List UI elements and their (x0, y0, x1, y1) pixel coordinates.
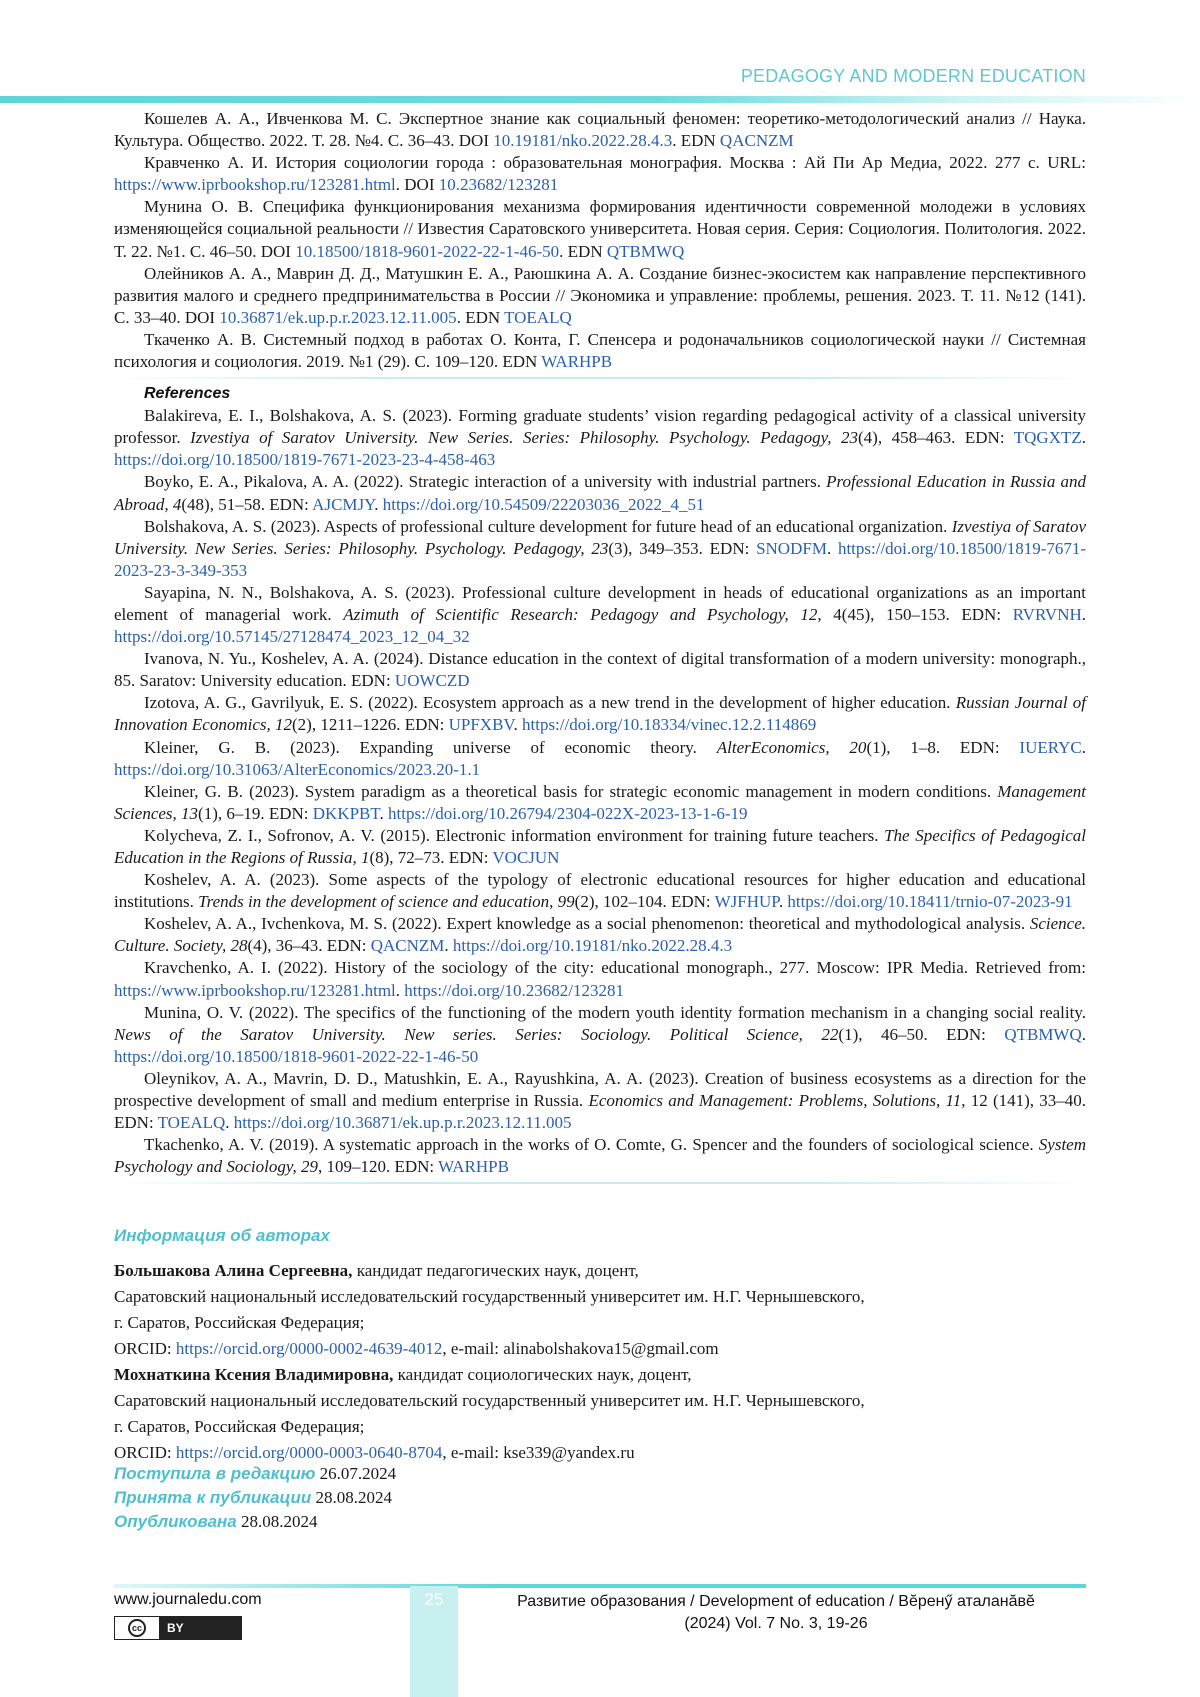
journal-section-title: PEDAGOGY AND MODERN EDUCATION (740, 66, 1086, 86)
reference-details: (3), 349–353. EDN: (608, 538, 757, 558)
reference-item (114, 825, 1086, 869)
author-organization: Саратовский национальный исследовательский государственный университет им. Н.Г. Чернышевского, (114, 1391, 865, 1410)
reference-source: Management Sciences, 13 (114, 781, 1086, 823)
reference-item (114, 648, 1086, 692)
author-name: Большакова Алина Сергеевна, (114, 1261, 353, 1280)
references-heading: References (144, 385, 231, 403)
doi-link[interactable]: https://doi.org/10.18411/trnio-07-2023-91 (787, 892, 1073, 912)
edn-link[interactable]: SNODFM (756, 538, 827, 558)
doi-link[interactable]: https://doi.org/10.57145/27128474_2023_12_04_32 (114, 627, 470, 647)
cc-by-license-badge[interactable] (114, 1616, 242, 1640)
edn-link[interactable]: DKKPBT (312, 803, 380, 823)
author-organization: Саратовский национальный исследовательский государственный университет им. Н.Г. Чернышевского, (114, 1287, 865, 1306)
reference-source: News of the Saratov University. New series. Series: Sociology. Political Science, 22 (114, 1024, 839, 1044)
doi-link[interactable]: https://doi.org/10.31063/AlterEconomics/2023.20-1.1 (114, 759, 481, 779)
reference-item: Kleiner, G. B. (2023). System paradigm as a theoretical basis for strategic economic management in modern conditions. Management Sciences, 13(1), 6–19. EDN: DKKPBT. https://doi.org/10.26794/2304-022X-2023-13-1-6-19 (114, 781, 1086, 823)
footer-divider (114, 1584, 1086, 1588)
reference-item: Izotova, A. G., Gavrilyuk, E. S. (2022). Ecosystem approach as a new trend in the development of higher education. Russian Journal of Innovation Economics, 12(2), 1211–1226. EDN: UPFXBV. https://doi.org/10.18334/vinec.12.2.114869 (114, 693, 1087, 735)
section-divider (114, 1182, 1086, 1184)
reference-details: (1), 46–50. EDN: (838, 1024, 1005, 1044)
reference-source: Izvestiya of Saratov University. New Series. Series: Philosophy. Psychology. Pedagogy, 23 (190, 428, 859, 448)
reference-details: (2), 102–104. EDN: (574, 892, 715, 912)
reference-authors-title: Oleynikov, A. A., Mavrin, D. D., Matushkin, E. A., Rayushkina, A. A. (2023). Creation of business ecosystems as a direction for the prospective development of small and medium enterprise in Russia. (114, 1068, 1086, 1111)
journal-volume: (2024) Vol. 7 No. 3, 19-26 (684, 1615, 868, 1632)
reference-details: (1), 1–8. EDN: (866, 737, 1020, 757)
english-references-list (114, 405, 1086, 1178)
author-contacts: ORCID: https://orcid.org/0000-0003-0640-8704, e-mail: kse339@yandex.ru (114, 1443, 635, 1462)
doi-link[interactable]: https://doi.org/10.54509/22203036_2022_4_51 (382, 494, 705, 514)
accepted-date: Принята к публикации 28.08.2024 (114, 1488, 392, 1507)
reference-authors-title: Munina, O. V. (2022). The specifics of the functioning of the modern youth identity formation mechanism in a changing social reality. (144, 1002, 1086, 1022)
doi-link[interactable]: https://doi.org/10.26794/2304-022X-2023-13-1-6-19 (388, 803, 748, 823)
author-name-line: Большакова Алина Сергеевна, кандидат педагогических наук, доцент, (114, 1261, 639, 1280)
reference-source: AlterEconomics, 20 (716, 737, 867, 757)
journal-citation (470, 1591, 1082, 1635)
author-city: г. Саратов, Российская Федерация; (114, 1313, 365, 1332)
reference-item: Kleiner, G. B. (2023). Expanding universe of economic theory. AlterEconomics, 20(1), 1–8. EDN: IUERYC. https://doi.org/10.31063/AlterEconomics/2023.20-1.1 (114, 737, 1087, 779)
header-divider (0, 96, 1200, 103)
reference-authors-title: Izotova, A. G., Gavrilyuk, E. S. (2022). Ecosystem approach as a new trend in the development of higher education. (144, 693, 956, 713)
publication-dates (114, 1462, 396, 1534)
reference-details: (48), 51–58. EDN: (181, 494, 313, 514)
reference-authors-title: Kolycheva, Z. I., Sofronov, A. V. (2015). Electronic information environment for training future teachers. (144, 825, 885, 845)
reference-item: Koshelev, A. A., Ivchenkova, M. S. (2022). Expert knowledge as a social phenomenon: theoretical and mythodological analysis. Science. Culture. Society, 28(4), 36–43. EDN: QACNZM. https://doi.org/10.19181/nko.2022.28.4.3 (114, 914, 1086, 956)
edn-link[interactable]: TOEALQ (504, 307, 572, 327)
reference-details: , 4(45), 150–153. EDN: (817, 604, 1013, 624)
ru-reference-item: Олейников А. А., Маврин Д. Д., Матушкин Е. А., Раюшкина А. А. Создание бизнес-экосистем как направление перспективного развития малого и среднего предпринимательства в России // Экономика и управление: проблемы, решения. 2023. Т. 11. №12 (141). С. 33–40. DOI 10.36871/ek.up.p.r.2023.12.11.005. EDN TOEALQ (114, 263, 1086, 327)
reference-item: Sayapina, N. N., Bolshakova, A. S. (2023). Professional culture development in heads of educational organizations as an important element of managerial work. Azimuth of Scientific Research: Pedagogy and Psychology, 12, 4(45), 150–153. EDN: RVRVNH. https://doi.org/10.57145/27128474_2023_12_04_32 (114, 582, 1087, 647)
reference-authors-title: Koshelev, A. A., Ivchenkova, M. S. (2022). Expert knowledge as a social phenomenon: theoretical and mythodological analysis. (144, 914, 1030, 934)
ru-reference-item: Мунина О. В. Специфика функционирования механизма формирования идентичности современной молодежи в условиях изменяющейся социальной реальности // Известия Саратовского университета. Новая серия. Серия: Социология. Политология. 2022. Т. 22. №1. С. 46–50. DOI 10.18500/1818-9601-2022-22-1-46-50. EDN QTBMWQ (114, 197, 1086, 261)
edn-link[interactable]: VOCJUN (492, 848, 560, 867)
section-divider (114, 377, 1086, 379)
reference-details: , 12 (141), 33–40. EDN: (114, 1091, 1087, 1133)
authors-heading: Информация об авторах (114, 1226, 330, 1245)
reference-item: Oleynikov, A. A., Mavrin, D. D., Matushkin, E. A., Rayushkina, A. A. (2023). Creation of business ecosystems as a direction for the prospective development of small and medium enterprise in Russia. Economics and Management: Problems, Solutions, 11, 12 (141), 33–40. EDN: TOEALQ. https://doi.org/10.36871/ek.up.p.r.2023.12.11.005 (114, 1068, 1087, 1133)
doi-link[interactable]: https://doi.org/10.18500/1818-9601-2022-22-1-46-50 (114, 1046, 479, 1066)
edn-link[interactable]: IUERYC (1019, 737, 1082, 757)
reference-authors-title: Kleiner, G. B. (2023). Expanding universe of economic theory. (144, 737, 717, 757)
reference-details: (4), 36–43. EDN: (247, 936, 371, 956)
journal-name: Развитие образования / Development of education / Вĕренӳ аталанăвĕ (517, 1593, 1035, 1610)
reference-details: (2), 1211–1226. EDN: (292, 715, 449, 735)
author-name-line: Мохнаткина Ксения Владимировна, кандидат социологических наук, доцент, (114, 1365, 692, 1384)
reference-source: Economics and Management: Problems, Solutions, 11 (588, 1091, 962, 1111)
reference-source: System Psychology and Sociology, 29 (114, 1135, 1086, 1177)
received-date: Поступила в редакцию 26.07.2024 (114, 1464, 397, 1483)
doi-link[interactable]: 10.36871/ek.up.p.r.2023.12.11.005 (219, 307, 457, 327)
edn-link[interactable]: UOWCZD (394, 671, 470, 691)
license-label: BY (159, 1617, 241, 1639)
doi-link[interactable]: https://doi.org/10.18500/1819-7671-2023-23-4-458-463 (114, 450, 496, 470)
edn-link[interactable]: TQGXTZ (1013, 428, 1082, 448)
doi-link[interactable]: 10.23682/123281 (438, 175, 559, 195)
reference-source: Professional Education in Russia and Abroad, 4 (114, 472, 1086, 514)
ru-reference-item: Кравченко А. И. История социологии города : образовательная монография. Москва : Ай Пи Ар Медиа, 2022. 277 с. URL: https://www.iprbookshop.ru/123281.html. DOI 10.23682/123281 (114, 153, 1086, 195)
reference-authors-title: Boyko, E. A., Pikalova, A. A. (2022). Strategic interaction of a university with industrial partners. (144, 472, 827, 492)
reference-source: Trends in the development of science and education, 99 (198, 892, 575, 912)
edn-link[interactable]: QTBMWQ (606, 241, 685, 261)
orcid-link[interactable]: https://orcid.org/0000-0003-0640-8704 (175, 1443, 443, 1462)
doi-link[interactable]: https://doi.org/10.18334/vinec.12.2.114869 (522, 715, 817, 735)
published-date: Опубликована 28.08.2024 (114, 1512, 318, 1531)
edn-link[interactable]: QTBMWQ (1004, 1024, 1082, 1044)
references-content (114, 108, 1086, 1190)
doi-link[interactable]: https://doi.org/10.19181/nko.2022.28.4.3 (452, 936, 733, 956)
reference-authors-title: Balakireva, E. I., Bolshakova, A. S. (2023). Forming graduate students’ vision regarding pedagogical activity of a classical university professor. (114, 406, 1086, 448)
doi-link[interactable]: https://doi.org/10.18500/1819-7671-2023-23-3-349-353 (114, 538, 1087, 580)
doi-link[interactable]: 10.18500/1818-9601-2022-22-1-46-50 (295, 241, 560, 261)
edn-link[interactable]: AJCMJY (312, 494, 375, 514)
ru-reference-item: Ткаченко А. В. Системный подход в работах О. Конта, Г. Спенсера и родоначальников социологической науки // Системная психология и социология. 2019. №1 (29). С. 109–120. EDN WARHPB (114, 329, 1086, 372)
edn-link[interactable]: WARHPB (541, 352, 613, 372)
reference-item: Kravchenko, A. I. (2022). History of the sociology of the city: educational monograph., 277. Moscow: IPR Media. Retrieved from: https://www.iprbookshop.ru/123281.html. https://doi.org/10.23682/123281 (114, 958, 1086, 1000)
url-link[interactable]: https://www.iprbookshop.ru/123281.html (114, 175, 396, 195)
reference-item: Munina, O. V. (2022). The specifics of the functioning of the modern youth identity formation mechanism in a changing social reality. News of the Saratov University. New series. Series: Sociology. Political Science, 22(1), 46–50. EDN: QTBMWQ. https://doi.org/10.18500/1818-9601-2022-22-1-46-50 (114, 1002, 1087, 1066)
edn-link[interactable]: QACNZM (370, 936, 445, 956)
reference-item: Boyko, E. A., Pikalova, A. A. (2022). Strategic interaction of a university with industrial partners. Professional Education in Russia and Abroad, 4(48), 51–58. EDN: AJCMJY. https://doi.org/10.54509/22203036_2022_4_51 (114, 472, 1086, 514)
reference-authors-title: Bolshakova, A. S. (2023). Aspects of professional culture development for future head of an educational organization. (144, 516, 952, 536)
reference-item: Koshelev, A. A. (2023). Some aspects of the typology of electronic educational resources for higher education and educational institutions. Trends in the development of science and education, 99(2), 102–104. EDN: WJFHUP. https://doi.org/10.18411/trnio-07-2023-91 (114, 870, 1086, 912)
edn-link[interactable]: UPFXBV (448, 715, 514, 735)
doi-link[interactable]: https://www.iprbookshop.ru/123281.html (114, 980, 396, 1000)
author-name: Мохнаткина Ксения Владимировна, (114, 1365, 394, 1384)
reference-details: (8), 72–73. EDN: (369, 848, 493, 867)
doi-link[interactable]: https://doi.org/10.23682/123281 (404, 980, 625, 1000)
journal-website-link[interactable]: www.journaledu.com (114, 1591, 262, 1608)
page-number: 25 (424, 1590, 444, 1609)
reference-details: , 109–120. EDN: (317, 1157, 439, 1177)
reference-item: Bolshakova, A. S. (2023). Aspects of professional culture development for future head of an educational organization. Izvestiya of Saratov University. New Series. Series: Philosophy. Psychology. Pedagogy, 23(3), 349–353. EDN: SNODFM. https://doi.org/10.18500/1819-7671-2023-23-3-349-353 (114, 516, 1087, 580)
reference-source: Izvestiya of Saratov University. New Series. Series: Philosophy. Psychology. Pedagogy, 23 (114, 516, 1086, 558)
edn-link[interactable]: WJFHUP (714, 892, 779, 912)
edn-link[interactable]: QACNZM (719, 131, 794, 151)
edn-link[interactable]: RVRVNH (1012, 604, 1082, 624)
orcid-link[interactable]: https://orcid.org/0000-0002-4639-4012 (175, 1339, 443, 1358)
reference-item (114, 1134, 1086, 1178)
reference-authors-title: Koshelev, A. A. (2023). Some aspects of the typology of electronic educational resources for higher education and educational institutions. (114, 870, 1086, 912)
cc-icon: cc (128, 1619, 146, 1637)
reference-authors-title: Kleiner, G. B. (2023). System paradigm as a theoretical basis for strategic economic management in modern conditions. (144, 781, 998, 801)
reference-authors-title: Sayapina, N. N., Bolshakova, A. S. (2023). Professional culture development in heads of educational organizations as an important element of managerial work. (114, 582, 1086, 624)
reference-authors-title: Ivanova, N. Yu., Koshelev, A. A. (2024). Distance education in the context of digital transformation of a modern university: monograph., 85. Saratov: University education. EDN: (114, 649, 1086, 691)
reference-source: Azimuth of Scientific Research: Pedagogy and Psychology, 12 (343, 604, 818, 624)
reference-source: Science. Culture. Society, 28 (114, 914, 1086, 956)
reference-source: The Specifics of Pedagogical Education in the Regions of Russia, 1 (114, 825, 1086, 867)
reference-source: Russian Journal of Innovation Economics, 12 (114, 693, 1087, 735)
reference-details: (4), 458–463. EDN: (858, 428, 1014, 448)
reference-details: (1), 6–19. EDN: (198, 803, 313, 823)
reference-authors-title: Tkachenko, A. V. (2019). A systematic approach in the works of O. Comte, G. Spencer and the founders of sociological science. (144, 1135, 1039, 1155)
author-city: г. Саратов, Российская Федерация; (114, 1417, 365, 1436)
author-info (114, 1258, 1086, 1362)
ru-reference-item: Кошелев А. А., Ивченкова М. С. Экспертное знание как социальный феномен: теоретико-методологический анализ // Наука. Культура. Общество. 2022. Т. 28. №4. С. 36–43. DOI 10.19181/nko.2022.28.4.3. EDN QACNZM (114, 109, 1086, 151)
reference-item: Balakireva, E. I., Bolshakova, A. S. (2023). Forming graduate students’ vision regarding pedagogical activity of a classical university professor. Izvestiya of Saratov University. New Series. Series: Philosophy. Psychology. Pedagogy, 23(4), 458–463. EDN: TQGXTZ. https://doi.org/10.18500/1819-7671-2023-23-4-458-463 (114, 406, 1086, 470)
author-info (114, 1362, 1086, 1466)
edn-link[interactable]: WARHPB (438, 1157, 509, 1177)
author-contacts: ORCID: https://orcid.org/0000-0002-4639-4012, e-mail: alinabolshakova15@gmail.com (114, 1339, 719, 1358)
doi-link[interactable]: 10.19181/nko.2022.28.4.3 (493, 131, 673, 151)
edn-link[interactable]: TOEALQ (157, 1113, 226, 1133)
doi-link[interactable]: https://doi.org/10.36871/ek.up.p.r.2023.12.11.005 (233, 1113, 572, 1133)
reference-authors-title: Kravchenko, A. I. (2022). History of the sociology of the city: educational monograph., 277. Moscow: IPR Media. Retrieved from: (144, 958, 1086, 978)
